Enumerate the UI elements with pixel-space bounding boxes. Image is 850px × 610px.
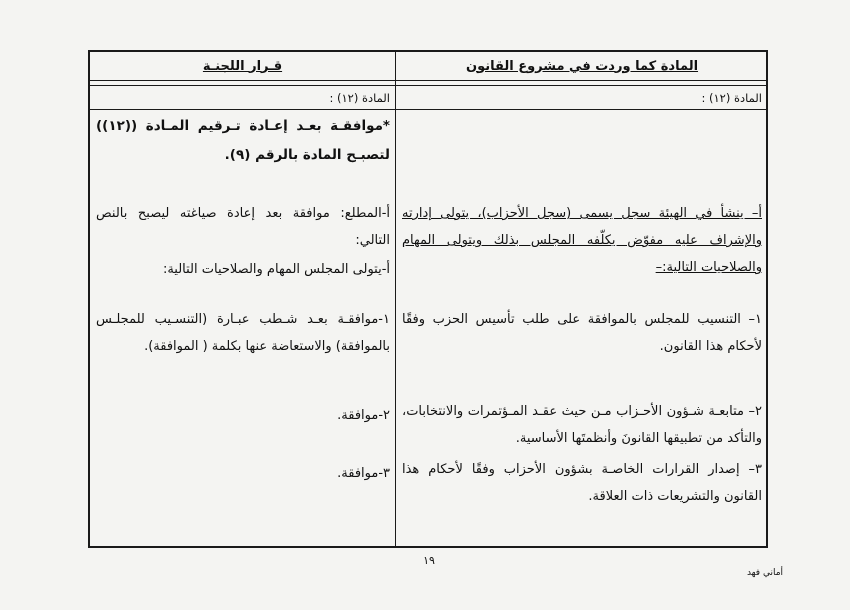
article-text-column bbox=[402, 110, 762, 546]
right-article-number: المادة (١٢) : bbox=[701, 90, 762, 105]
committee-decision-column bbox=[96, 110, 390, 546]
article-item-3: ٣– إصدار القرارات الخاصـة بشؤون الأحزاب وفقًا لأحكام هذا القانون والتشريعات ذات العلاقة. bbox=[402, 462, 762, 504]
item-3-decision: ٣-موافقة. bbox=[337, 466, 390, 481]
signature: أماني فهد bbox=[746, 568, 784, 578]
committee-decision-header: قـرار اللجنـة bbox=[202, 58, 283, 74]
item-2-decision: ٢-موافقة. bbox=[337, 408, 390, 423]
page-number: ١٩ bbox=[423, 554, 435, 567]
article-as-in-law-header: المادة كما وردت في مشروع القانون bbox=[465, 58, 699, 74]
article-item-2: ٢– متابعـة شـؤون الأحـزاب مـن حيث عقـد المـؤتمرات والانتخابات، والتأكد من تطبيقها القانونَ وأنظمتَها الأساسية. bbox=[402, 404, 762, 446]
article-item-1: ١– التنسيب للمجلس بالموافقة على طلب تأسيس الحزب وفقًا لأحكام هذا القانون. bbox=[402, 312, 762, 354]
column-divider bbox=[395, 52, 396, 546]
header-divider bbox=[90, 80, 766, 81]
item-1-decision: ١-موافقـة بعـد شـطب عبـارة (التنسـيب للمجلـس بالموافقة) والاستعاضة عنها بكلمة ( الموافقة). bbox=[96, 312, 390, 354]
intro-rewording-note: أ-المطلع: موافقة بعد إعادة صياغته ليصبح بالنص التالي: bbox=[96, 206, 390, 248]
article-intro-a: أ– ينشأ في الهيئة سجل يسمى (سجل الأحزاب)، يتولى إدارته والإشراف عليه مفوّض يكلّفه المجلس بذلك ويتولى المهام والصلاحيات التالية:– bbox=[402, 206, 762, 275]
intro-new-text: أ-يتولى المجلس المهام والصلاحيات التالية: bbox=[162, 262, 390, 277]
comparison-table bbox=[88, 50, 768, 548]
renumber-note: *موافقـة بعـد إعـادة تـرقيم المـادة ((١٢)) لتصبـح المادة بالرقم (٩). bbox=[96, 118, 390, 163]
left-article-number: المادة (١٢) : bbox=[329, 90, 390, 105]
